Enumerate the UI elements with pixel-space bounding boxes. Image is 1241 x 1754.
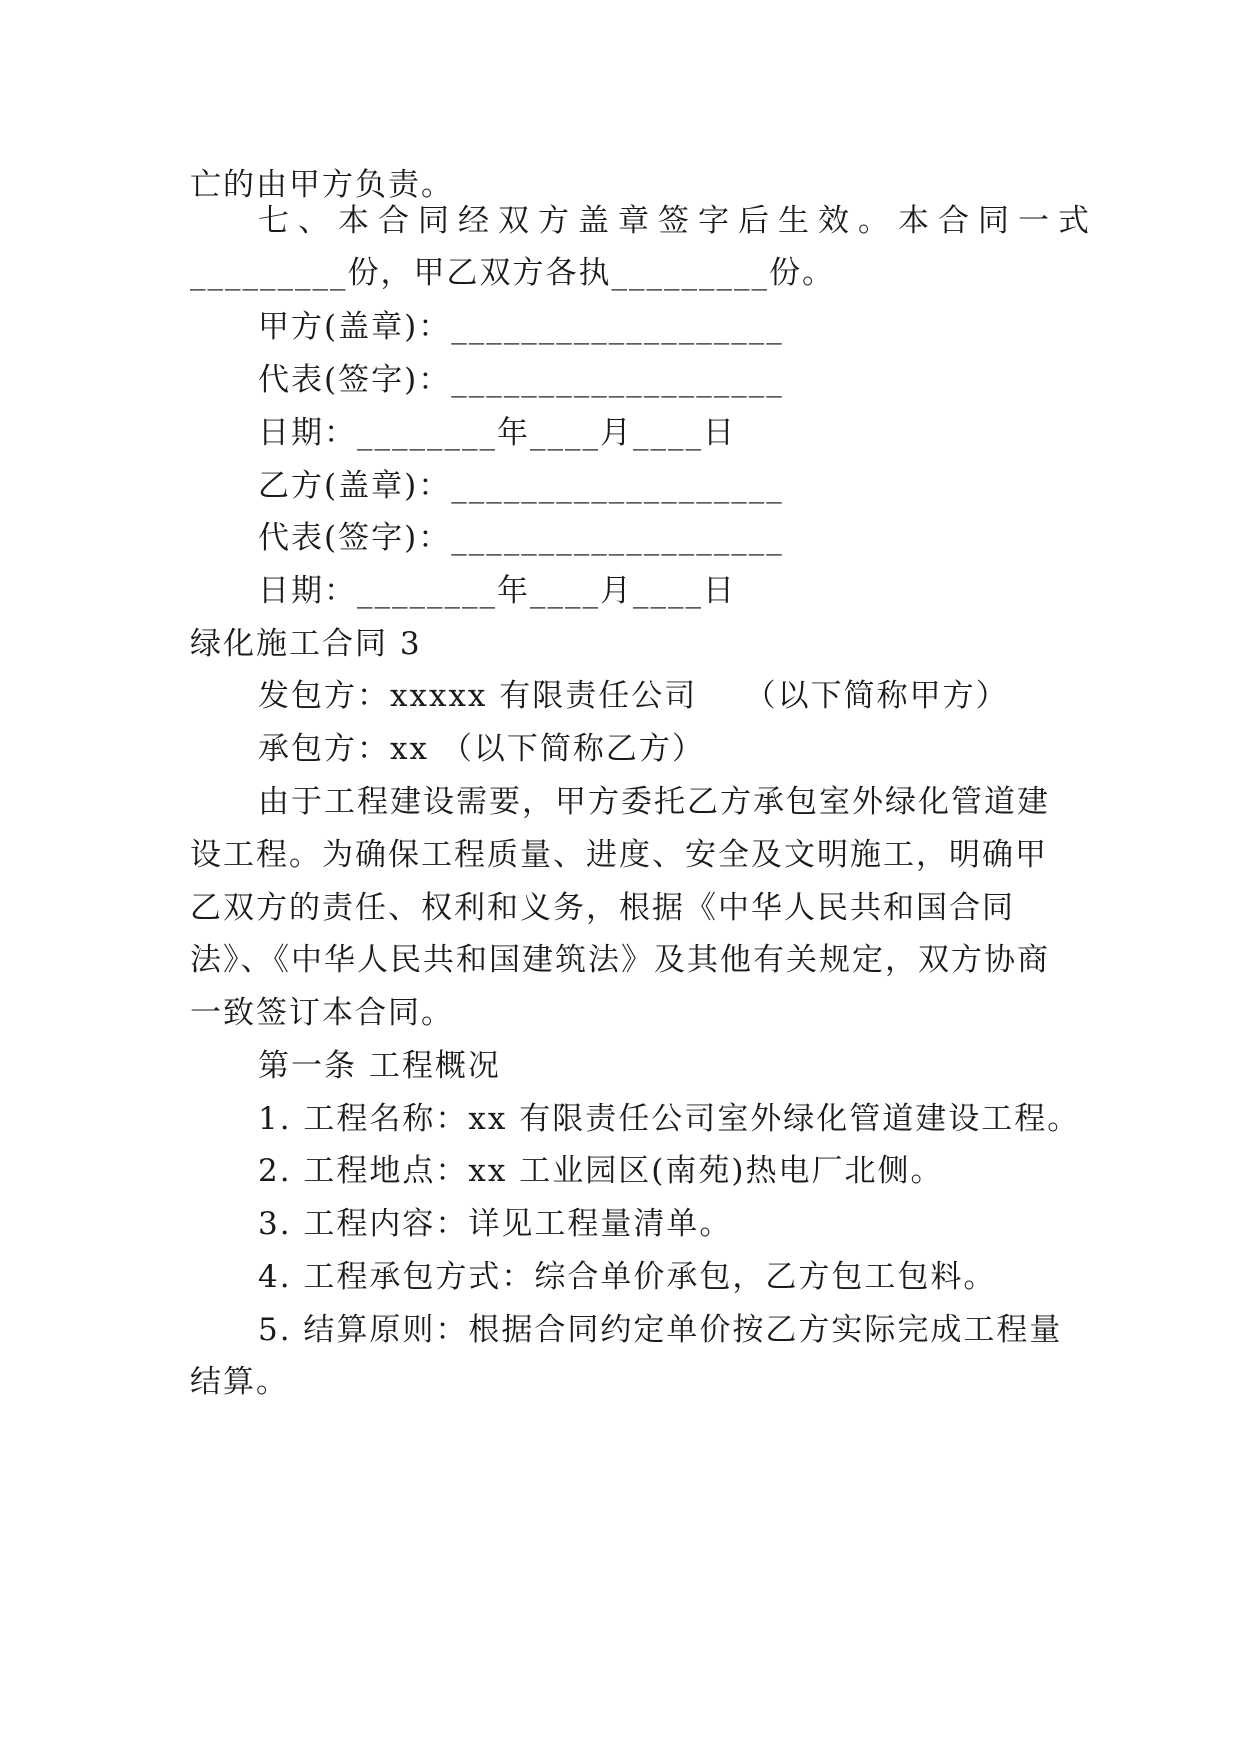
text-line: _________份，甲乙双方各执_________份。 <box>190 255 835 291</box>
text-line: 结算。 <box>190 1364 289 1400</box>
list-item: 1. 工程名称：xx 有限责任公司室外绿化管道建设工程。 <box>258 1101 1081 1137</box>
list-item: 5. 结算原则：根据合同约定单价按乙方实际完成工程量 <box>258 1312 1063 1348</box>
text-line: 乙双方的责任、权利和义务，根据《中华人民共和国合同 <box>190 890 1015 926</box>
date-field-b: 日期：________年____月____日 <box>258 573 736 609</box>
section-title: 绿化施工合同 3 <box>190 626 422 662</box>
signature-field-rep-b: 代表(签字)：___________________ <box>258 520 784 556</box>
signature-field-party-b: 乙方(盖章)：___________________ <box>258 468 784 504</box>
list-item: 3. 工程内容：详见工程量清单。 <box>258 1206 733 1242</box>
list-item: 2. 工程地点：xx 工业园区(南苑)热电厂北侧。 <box>258 1153 944 1189</box>
text-line: 法》、《中华人民共和国建筑法》及其他有关规定，双方协商 <box>190 942 1050 978</box>
signature-field-rep-a: 代表(签字)：___________________ <box>258 362 784 398</box>
text-line: 设工程。为确保工程质量、进度、安全及文明施工，明确甲 <box>190 837 1048 873</box>
text-line: 承包方：xx （以下简称乙方） <box>258 731 705 767</box>
text-line: 由于工程建设需要，甲方委托乙方承包室外绿化管道建 <box>258 784 1050 820</box>
text-line: 一致签订本合同。 <box>190 995 454 1031</box>
list-item: 4. 工程承包方式：综合单价承包，乙方包工包料。 <box>258 1259 997 1295</box>
signature-field-party-a: 甲方(盖章)：___________________ <box>258 309 784 345</box>
article-heading: 第一条 工程概况 <box>258 1048 501 1084</box>
text-line: 发包方：xxxxx 有限责任公司 （以下简称甲方） <box>258 678 1009 714</box>
text-line: 七、本合同经双方盖章签字后生效。本合同一式 <box>258 203 1098 239</box>
date-field-a: 日期：________年____月____日 <box>258 415 736 451</box>
text-line: 亡的由甲方负责。 <box>190 167 454 203</box>
